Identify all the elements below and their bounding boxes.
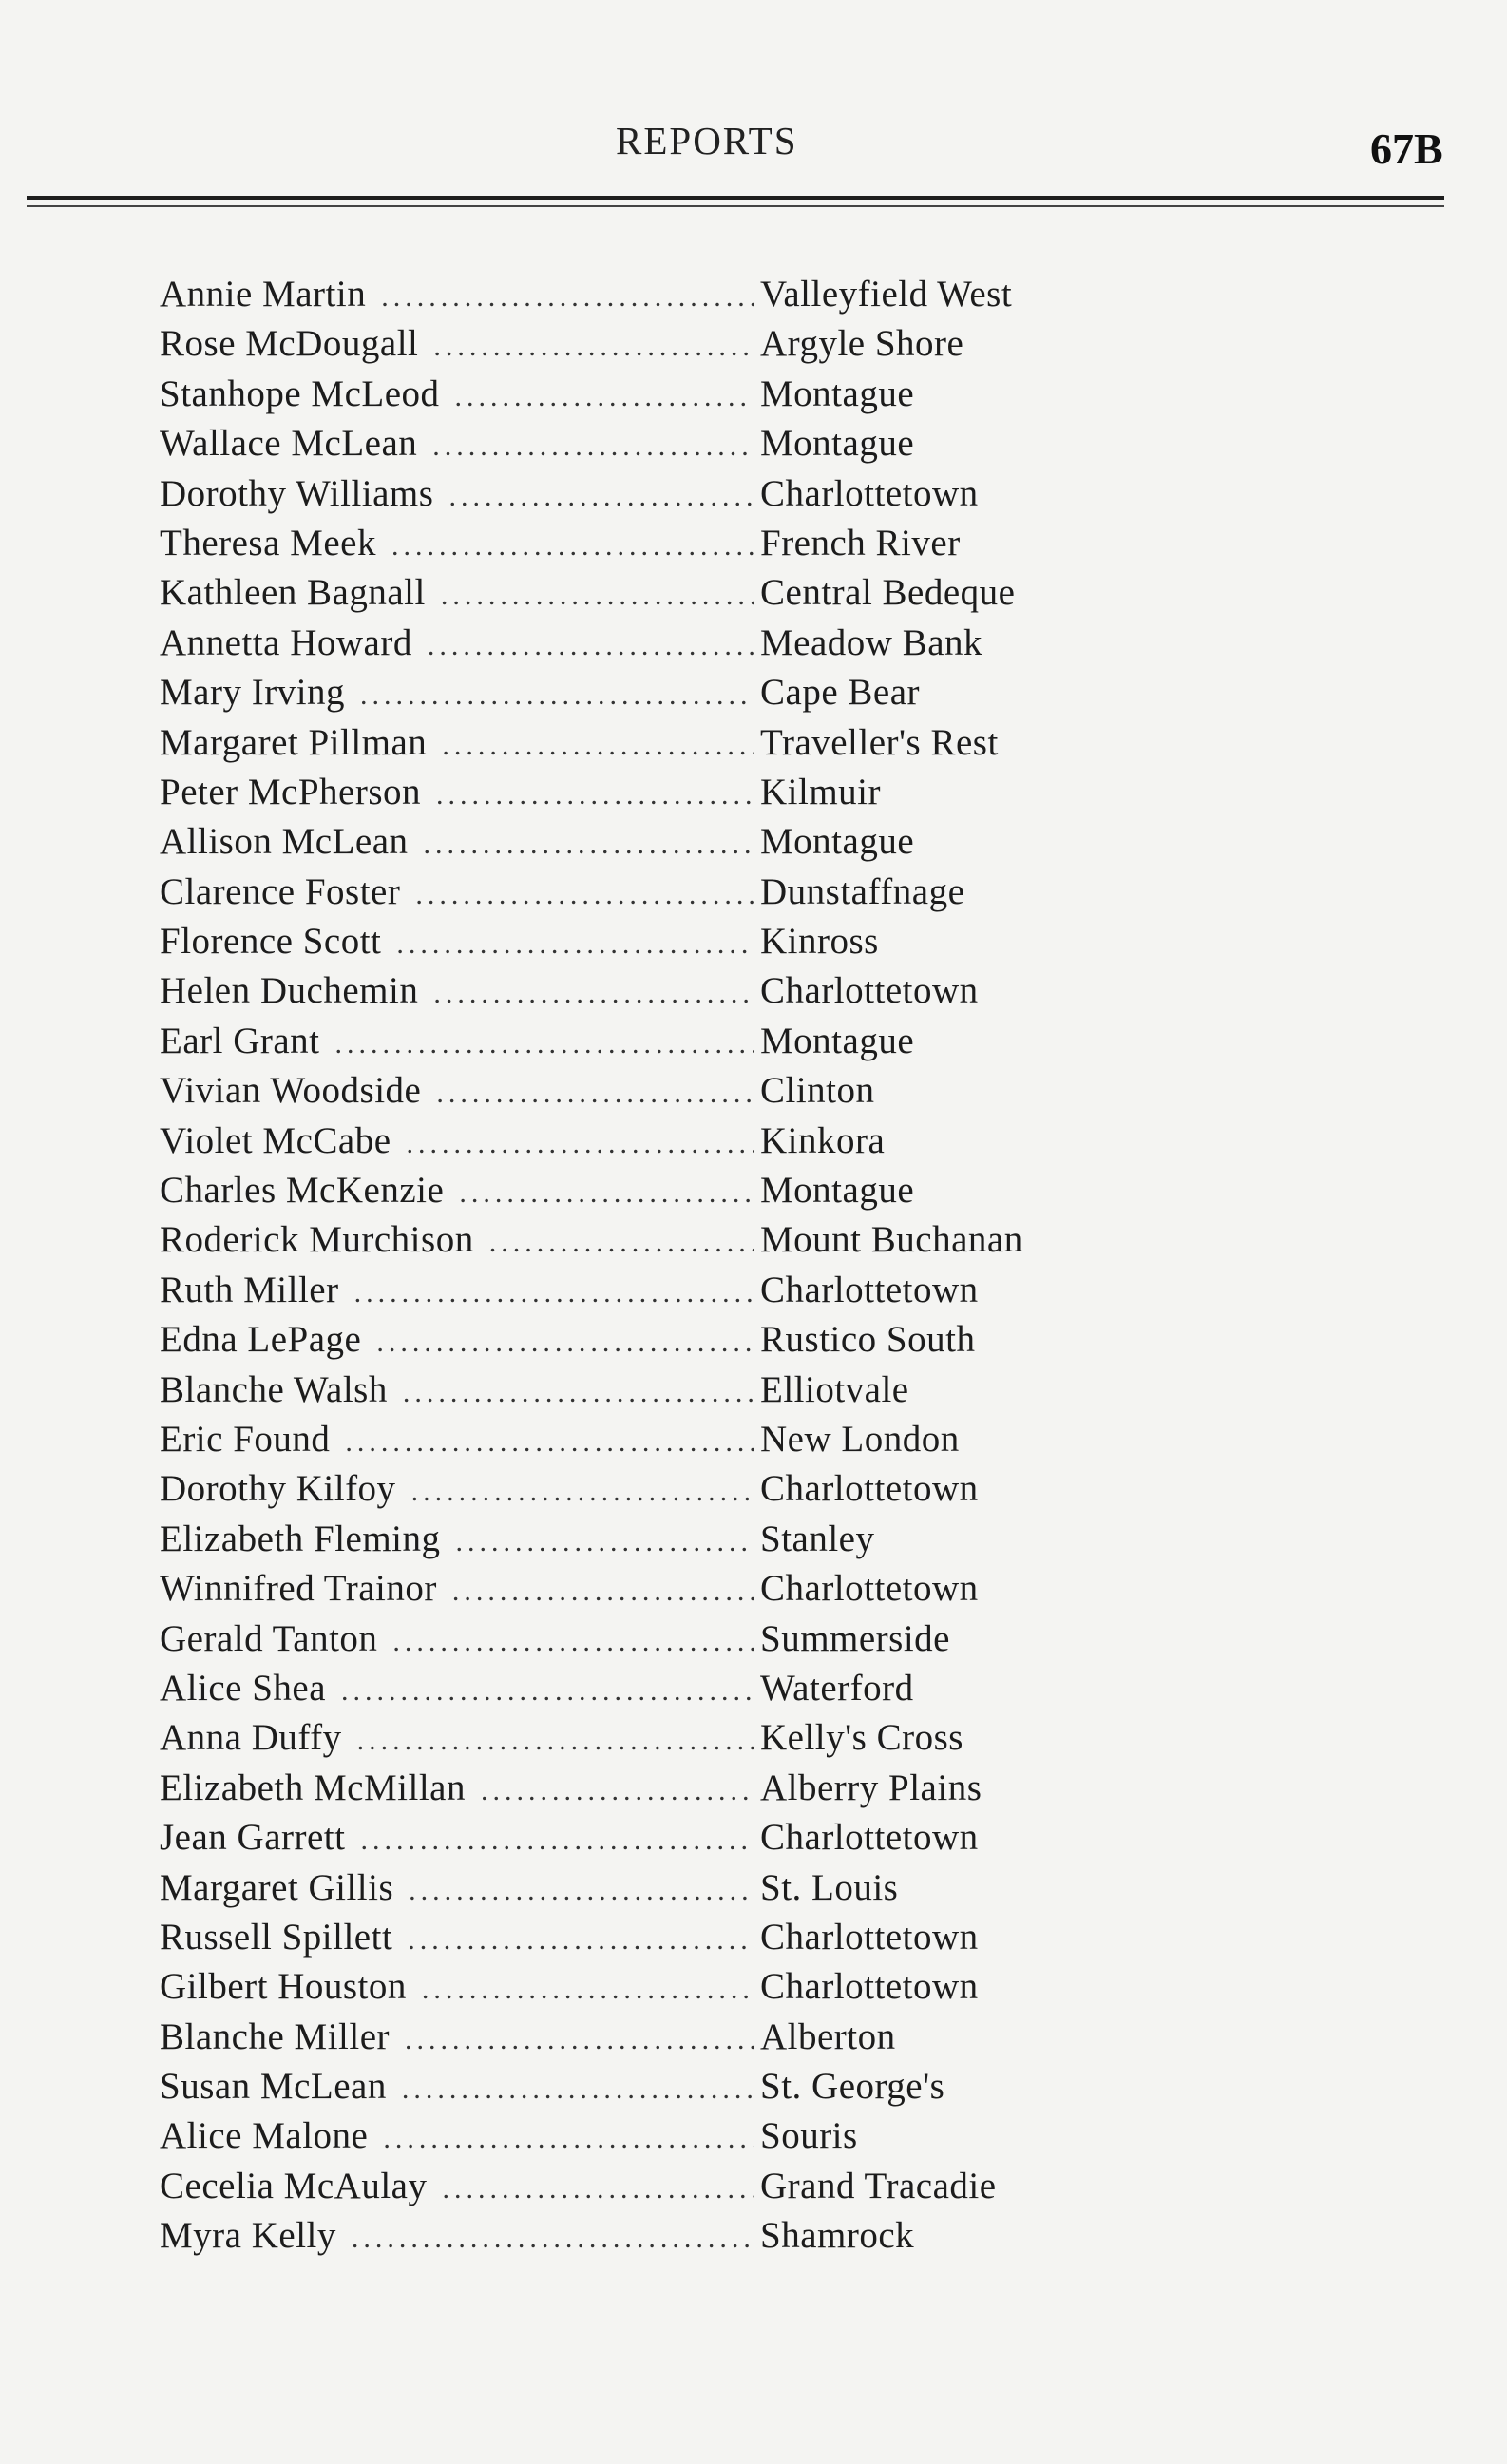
list-item — [160, 1664, 1062, 1713]
place-name: Dunstaffnage — [760, 870, 965, 912]
dot-leader — [459, 1169, 754, 1218]
list-item — [160, 1215, 1062, 1265]
place-name: Montague — [760, 1020, 915, 1061]
list-item — [160, 270, 1062, 319]
person-name: Ruth Miller — [160, 1269, 339, 1310]
person-name: Cecelia McAulay — [160, 2165, 428, 2206]
place-name: Alberry Plains — [760, 1767, 982, 1808]
list-item — [160, 419, 1062, 468]
list-item — [160, 1066, 1062, 1116]
list-item — [160, 1117, 1062, 1166]
dot-leader — [409, 1866, 754, 1916]
list-item — [160, 1515, 1062, 1564]
place-name: Clinton — [760, 1070, 875, 1112]
person-name: Russell Spillett — [160, 1916, 393, 1958]
dot-leader — [481, 1767, 754, 1816]
place-name: Charlottetown — [760, 1817, 979, 1859]
place-name: Argyle Shore — [760, 323, 964, 365]
list-item — [160, 370, 1062, 419]
list-item — [160, 319, 1062, 369]
list-item — [160, 1564, 1062, 1614]
header-rule-thick — [27, 196, 1444, 200]
dot-leader — [341, 1667, 754, 1716]
place-name: Charlottetown — [760, 1916, 979, 1958]
list-item — [160, 2062, 1062, 2111]
dot-leader — [345, 1418, 754, 1467]
list-item — [160, 1813, 1062, 1862]
person-name: Winnifred Trainor — [160, 1568, 437, 1610]
dot-leader — [441, 571, 754, 621]
person-name: Elizabeth Fleming — [160, 1518, 441, 1559]
dot-leader — [403, 1368, 754, 1418]
person-name: Theresa Meek — [160, 522, 376, 563]
person-name: Annetta Howard — [160, 621, 412, 663]
list-item — [160, 1614, 1062, 1664]
place-name: Cape Bear — [760, 672, 921, 714]
person-name: Alice Malone — [160, 2115, 369, 2157]
list-item — [160, 1366, 1062, 1415]
person-name: Earl Grant — [160, 1020, 320, 1061]
dot-leader — [352, 2214, 754, 2263]
place-name: Stanley — [760, 1518, 875, 1559]
list-item — [160, 718, 1062, 768]
list-item — [160, 817, 1062, 867]
dot-leader — [407, 1119, 754, 1169]
place-name: Charlottetown — [760, 1468, 979, 1510]
place-name: Charlottetown — [760, 970, 979, 1012]
place-name: Elliotvale — [760, 1368, 909, 1410]
dot-leader — [489, 1218, 754, 1268]
dot-leader — [335, 1020, 754, 1069]
dot-leader — [402, 2065, 754, 2114]
dot-leader — [424, 820, 754, 869]
list-item — [160, 469, 1062, 519]
dot-leader — [396, 920, 754, 969]
person-name: Margaret Gillis — [160, 1866, 394, 1908]
person-name: Dorothy Kilfoy — [160, 1468, 396, 1510]
dot-leader — [354, 1269, 754, 1318]
person-name: Eric Found — [160, 1418, 331, 1460]
person-name: Annie Martin — [160, 274, 367, 315]
dot-leader — [360, 671, 754, 720]
place-name: Summerside — [760, 1617, 950, 1659]
dot-leader — [405, 2015, 754, 2065]
place-name: Charlottetown — [760, 1269, 979, 1310]
dot-leader — [383, 2114, 754, 2164]
dot-leader — [448, 472, 754, 522]
place-name: Alberton — [760, 2015, 896, 2057]
person-name: Myra Kelly — [160, 2215, 336, 2257]
place-name: Grand Tracadie — [760, 2165, 997, 2206]
dot-leader — [422, 1965, 754, 2015]
place-name: Shamrock — [760, 2215, 915, 2257]
place-name: St. Louis — [760, 1866, 899, 1908]
place-name: Charlottetown — [760, 1568, 979, 1610]
list-item — [160, 868, 1062, 917]
page-header-title: REPORTS — [616, 119, 798, 162]
place-name: Montague — [760, 821, 915, 863]
person-name: Violet McCabe — [160, 1119, 391, 1161]
list-item — [160, 1415, 1062, 1464]
person-name: Florence Scott — [160, 921, 382, 963]
place-name: Kilmuir — [760, 771, 881, 812]
list-item — [160, 1266, 1062, 1315]
place-name: Central Bedeque — [760, 572, 1016, 614]
person-name: Anna Duffy — [160, 1717, 342, 1759]
person-name: Helen Duchemin — [160, 970, 419, 1012]
list-item — [160, 2162, 1062, 2211]
place-name: Montague — [760, 423, 915, 465]
place-name: Souris — [760, 2115, 858, 2157]
dot-leader — [408, 1916, 754, 1965]
place-name: Kelly's Cross — [760, 1717, 963, 1759]
header-rule-thin — [27, 205, 1444, 207]
place-name: Montague — [760, 372, 915, 414]
person-name: Stanhope McLeod — [160, 372, 440, 414]
list-item — [160, 1962, 1062, 2012]
dot-leader — [428, 621, 754, 671]
list-item — [160, 568, 1062, 618]
person-name: Blanche Miller — [160, 2015, 391, 2057]
dot-leader — [436, 771, 754, 820]
page-number: 67B — [1370, 124, 1443, 173]
person-name: Susan McLean — [160, 2066, 387, 2108]
person-name: Roderick Murchison — [160, 1219, 474, 1261]
person-name: Kathleen Bagnall — [160, 572, 426, 614]
person-name: Blanche Walsh — [160, 1368, 388, 1410]
place-name: Waterford — [760, 1667, 914, 1709]
dot-leader — [415, 870, 754, 920]
list-item — [160, 1464, 1062, 1514]
person-name: Wallace McLean — [160, 423, 418, 465]
list-item — [160, 1764, 1062, 1813]
place-name: Traveller's Rest — [760, 721, 999, 763]
dot-leader — [360, 1816, 754, 1865]
dot-leader — [391, 522, 754, 571]
dot-leader — [392, 1617, 754, 1667]
list-item — [160, 668, 1062, 717]
person-name: Allison McLean — [160, 821, 409, 863]
list-item — [160, 2111, 1062, 2161]
person-name: Elizabeth McMillan — [160, 1767, 466, 1808]
person-name: Gilbert Houston — [160, 1966, 407, 2008]
place-name: New London — [760, 1418, 960, 1460]
list-item — [160, 2211, 1062, 2261]
person-name: Peter McPherson — [160, 771, 422, 812]
person-name: Vivian Woodside — [160, 1070, 422, 1112]
place-name: French River — [760, 522, 961, 563]
place-name: Rustico South — [760, 1319, 976, 1361]
list-item — [160, 768, 1062, 817]
place-name: Kinkora — [760, 1119, 886, 1161]
place-name: Montague — [760, 1170, 915, 1212]
person-name: Gerald Tanton — [160, 1617, 378, 1659]
list-item — [160, 1315, 1062, 1365]
place-name: St. George's — [760, 2066, 945, 2108]
dot-leader — [432, 422, 754, 471]
person-name: Edna LePage — [160, 1319, 362, 1361]
person-name: Dorothy Williams — [160, 472, 434, 514]
person-name: Clarence Foster — [160, 870, 401, 912]
dot-leader — [442, 2165, 754, 2214]
place-name: Charlottetown — [760, 1966, 979, 2008]
list-item — [160, 1713, 1062, 1763]
list-item — [160, 619, 1062, 668]
person-name: Alice Shea — [160, 1667, 327, 1709]
list-item — [160, 1913, 1062, 1962]
place-name: Valleyfield West — [760, 274, 1013, 315]
dot-leader — [376, 1318, 754, 1367]
list-item — [160, 966, 1062, 1016]
person-name: Charles McKenzie — [160, 1170, 445, 1212]
dot-leader — [381, 273, 754, 322]
list-item — [160, 917, 1062, 966]
dot-leader — [411, 1467, 754, 1517]
dot-leader — [433, 969, 754, 1019]
person-name: Jean Garrett — [160, 1817, 346, 1859]
dot-leader — [442, 721, 754, 771]
dot-leader — [452, 1567, 754, 1616]
dot-leader — [357, 1716, 754, 1766]
person-name: Mary Irving — [160, 672, 346, 714]
person-name: Margaret Pillman — [160, 721, 428, 763]
list-item — [160, 1863, 1062, 1913]
list-item — [160, 1017, 1062, 1066]
list-item — [160, 519, 1062, 568]
place-name: Mount Buchanan — [760, 1219, 1023, 1261]
dot-leader — [455, 372, 754, 422]
place-name: Charlottetown — [760, 472, 979, 514]
place-name: Kinross — [760, 921, 879, 963]
place-name: Meadow Bank — [760, 621, 983, 663]
dot-leader — [456, 1518, 754, 1567]
name-place-list — [160, 270, 1062, 2262]
list-item — [160, 2013, 1062, 2062]
person-name: Rose McDougall — [160, 323, 419, 365]
dot-leader — [436, 1069, 754, 1118]
list-item — [160, 1166, 1062, 1215]
dot-leader — [433, 322, 754, 372]
